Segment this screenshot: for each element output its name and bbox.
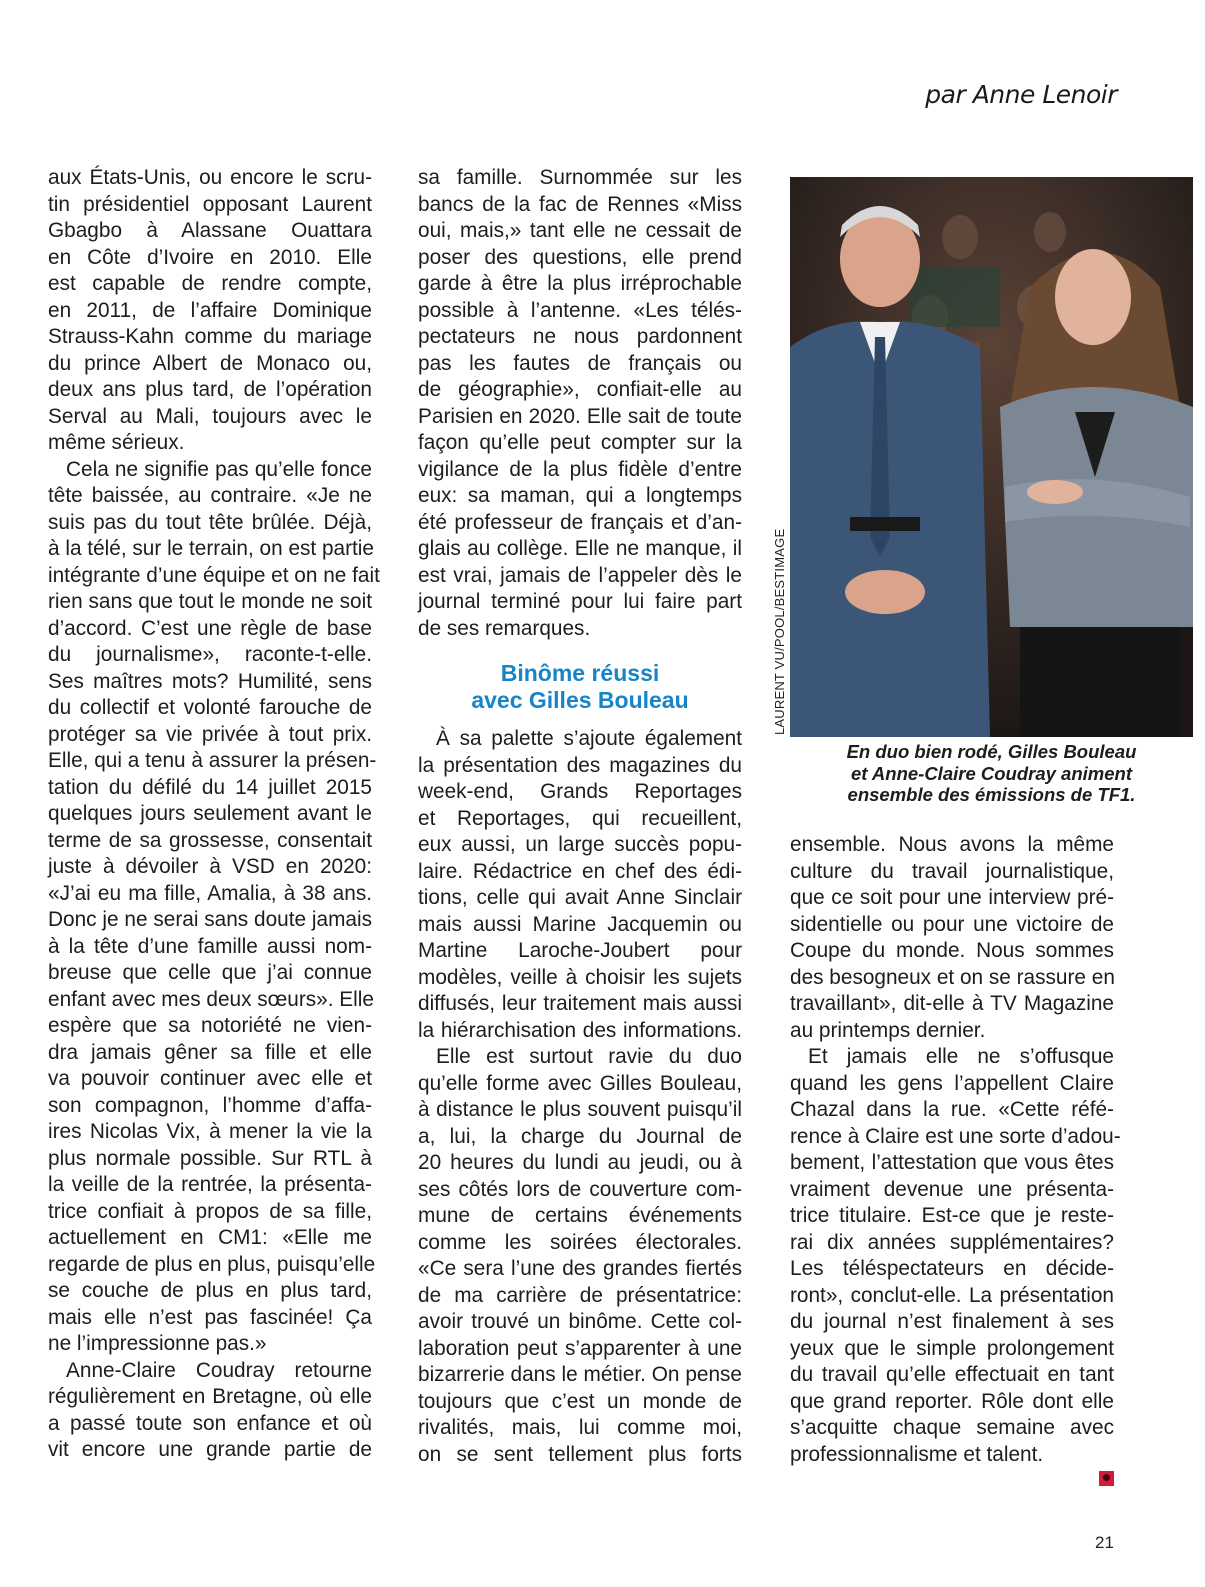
text-line: rien sans que tout le monde ne soit bbox=[48, 590, 372, 613]
text-line: mais aussi Marine Jacquemin ou bbox=[418, 912, 742, 936]
text-line: laboration peut s’apparenter à une bbox=[418, 1336, 742, 1360]
text-line: va pouvoir continuer avec elle et bbox=[48, 1067, 372, 1090]
text-line: regarde de plus en plus, puisqu’elle bbox=[48, 1252, 376, 1276]
text-line: Anne-Claire Coudray retourne bbox=[66, 1358, 372, 1382]
byline: par Anne Lenoir bbox=[925, 80, 1117, 109]
text-line: Martine Laroche-Joubert pour bbox=[418, 939, 742, 962]
text-line: Elle est surtout ravie du duo bbox=[436, 1045, 742, 1068]
text-line: se couche de plus en plus tard, bbox=[48, 1279, 372, 1302]
text-line: espère que sa notoriété ne vien- bbox=[48, 1014, 372, 1037]
section-heading-line: Binôme réussi bbox=[500, 660, 660, 686]
text-line: la veille de la rentrée, la présenta- bbox=[48, 1173, 372, 1196]
text-line: actuellement en CM1: «Elle me bbox=[48, 1226, 372, 1249]
text-line: bancs de la fac de Rennes «Miss bbox=[418, 192, 742, 216]
text-line: laire. Rédactrice en chef des édi- bbox=[418, 859, 742, 883]
text-line: poser des questions, elle prend bbox=[418, 245, 742, 269]
caption-line: En duo bien rodé, Gilles Bouleau bbox=[846, 741, 1137, 762]
text-line: tation du défilé du 14 juillet 2015 bbox=[48, 775, 372, 799]
text-line: avoir trouvé un binôme. Cette col- bbox=[418, 1310, 742, 1333]
photo-credit: LAURENT VU/POOL/BESTIMAGE bbox=[772, 528, 787, 735]
text-line: week-end, Grands Reportages bbox=[418, 780, 742, 803]
text-line: on se sent tellement plus forts bbox=[418, 1442, 742, 1466]
text-line: ensemble. Nous avons la même bbox=[790, 833, 1114, 856]
text-line: de ses remarques. bbox=[418, 616, 591, 640]
end-of-article-icon bbox=[1099, 1471, 1114, 1486]
text-line: du collectif et volonté farouche de bbox=[48, 696, 372, 719]
text-line: 20 heures du lundi au jeudi, ou à bbox=[418, 1151, 742, 1174]
article-column-2-continued bbox=[418, 726, 742, 1468]
text-line: quelques jours seulement avant le bbox=[48, 802, 372, 825]
text-line: à la tête d’une famille aussi nom- bbox=[48, 934, 372, 958]
text-line: du travail qu’elle effectuait en tant bbox=[790, 1363, 1114, 1386]
text-line: rivalités, mais, lui comme moi, bbox=[418, 1416, 742, 1439]
text-line: Serval au Mali, toujours avec le bbox=[48, 404, 372, 428]
text-line: Cela ne signifie pas qu’elle fonce bbox=[66, 457, 372, 481]
text-line: Les téléspectateurs en décide- bbox=[790, 1257, 1114, 1280]
text-line: d’accord. C’est une règle de base bbox=[48, 616, 372, 640]
text-line: est vrai, jamais de l’appeler dès le bbox=[418, 563, 742, 587]
page-number: 21 bbox=[1095, 1533, 1114, 1552]
text-line: Strauss-Kahn comme du mariage bbox=[48, 325, 372, 348]
text-line: rence à Claire est une sorte d’adou- bbox=[790, 1124, 1121, 1148]
text-line: ne l’impressionne pas.» bbox=[48, 1332, 267, 1355]
text-line: possible à l’antenne. «Les télés- bbox=[418, 298, 742, 322]
text-line: breuse que celle que j’ai connue bbox=[48, 961, 372, 984]
text-line: Donc je ne serai sans doute jamais bbox=[48, 908, 372, 931]
text-line: Ses maîtres mots? Humilité, sens bbox=[48, 669, 372, 693]
text-line: juste à dévoiler à VSD en 2020: bbox=[48, 855, 372, 878]
text-line: pectateurs ne nous pardonnent bbox=[418, 325, 742, 348]
text-line: garde à être la plus irréprochable bbox=[418, 272, 742, 295]
text-line: eux aussi, un large succès popu- bbox=[418, 833, 742, 856]
text-line: tions, celle qui avait Anne Sinclair bbox=[418, 886, 742, 909]
text-line: Et jamais elle ne s’offusque bbox=[808, 1045, 1114, 1068]
text-line: du journal n’est finalement à ses bbox=[790, 1310, 1114, 1333]
text-line: sa famille. Surnommée sur les bbox=[418, 166, 742, 189]
text-line: que grand reporter. Rôle dont elle bbox=[790, 1389, 1114, 1413]
text-line: journal terminé pour lui faire part bbox=[418, 590, 742, 613]
photo-presenters bbox=[790, 177, 1193, 737]
text-line: à la télé, sur le terrain, on est partie bbox=[48, 537, 374, 560]
text-line: du prince Albert de Monaco ou, bbox=[48, 351, 372, 375]
text-line: des besogneux et on se rassure en bbox=[790, 965, 1115, 989]
photo-illustration bbox=[790, 177, 1193, 737]
text-line: diffusés, leur traitement mais aussi bbox=[418, 992, 742, 1015]
text-line: et Reportages, qui recueillent, bbox=[418, 806, 742, 830]
text-line: tête baissée, au contraire. «Je ne bbox=[48, 484, 372, 507]
caption-line: et Anne-Claire Coudray animent bbox=[851, 762, 1132, 784]
article-column-1 bbox=[48, 165, 380, 1464]
text-line: enfant avec mes deux sœurs». Elle bbox=[48, 987, 374, 1011]
text-line: intégrante d’une équipe et on ne fait bbox=[48, 563, 380, 587]
text-line: régulièrement en Bretagne, où elle bbox=[48, 1385, 372, 1408]
text-line: au printemps dernier. bbox=[790, 1018, 986, 1042]
text-line: bizarrerie dans le métier. On pense bbox=[418, 1363, 742, 1386]
section-heading-line: avec Gilles Bouleau bbox=[471, 687, 689, 713]
text-line: la présentation des magazines du bbox=[418, 753, 742, 777]
text-line: trice titulaire. Est-ce que je reste- bbox=[790, 1204, 1114, 1227]
text-line: glais au collège. Elle ne manque, il bbox=[418, 537, 742, 560]
text-line: bement, l’attestation que vous êtes bbox=[790, 1151, 1114, 1174]
text-line: tin présidentiel opposant Laurent bbox=[48, 192, 372, 216]
text-line: À sa palette s’ajoute également bbox=[436, 727, 742, 750]
text-line: s’acquitte chaque semaine avec bbox=[790, 1416, 1114, 1439]
text-line: a, lui, la charge du Journal de bbox=[418, 1124, 742, 1148]
section-heading bbox=[418, 660, 742, 714]
text-line: à distance le plus souvent puisqu’il bbox=[418, 1098, 742, 1121]
text-line: «J’ai eu ma fille, Amalia, à 38 ans. bbox=[48, 881, 372, 905]
text-line: de géographie», confiait-elle au bbox=[418, 378, 742, 401]
text-line: comme les soirées électorales. bbox=[418, 1230, 742, 1254]
text-line: modèles, veille à choisir les sujets bbox=[418, 965, 742, 989]
text-line: que ce soit pour une interview pré- bbox=[790, 886, 1114, 909]
text-line: professionnalisme et talent. bbox=[790, 1442, 1044, 1466]
text-line: ires Nicolas Vix, à mener la vie la bbox=[48, 1120, 372, 1143]
text-line: même sérieux. bbox=[48, 431, 185, 454]
article-column-2 bbox=[418, 165, 742, 642]
text-line: terme de sa grossesse, consentait bbox=[48, 828, 372, 852]
text-line: oui, mais,» tant elle ne cessait de bbox=[418, 219, 742, 242]
text-line: ses côtés lors de couverture com- bbox=[418, 1177, 742, 1201]
text-line: Coupe du monde. Nous sommes bbox=[790, 939, 1114, 962]
text-line: Gbagbo à Alassane Ouattara bbox=[48, 219, 372, 242]
text-line: mais elle n’est pas fascinée! Ça bbox=[48, 1305, 372, 1329]
text-line: «Ce sera l’une des grandes fiertés bbox=[418, 1257, 742, 1280]
text-line: ront», conclut-elle. La présentation bbox=[790, 1283, 1114, 1307]
text-line: Elle, qui a tenu à assurer la présen- bbox=[48, 749, 377, 772]
text-line: pas les fautes de français ou bbox=[418, 351, 742, 375]
text-line: toujours que c’est un monde de bbox=[418, 1389, 742, 1413]
text-line: en 2011, de l’affaire Dominique bbox=[48, 298, 372, 322]
text-line: la hiérarchisation des informations. bbox=[418, 1018, 742, 1042]
text-line: qu’elle forme avec Gilles Bouleau, bbox=[418, 1071, 742, 1095]
text-line: aux États-Unis, ou encore le scru- bbox=[48, 166, 372, 189]
text-line: rai dix années supplémentaires? bbox=[790, 1230, 1114, 1254]
text-line: suis pas du tout tête brûlée. Déjà, bbox=[48, 510, 372, 534]
text-line: vigilance de la plus fidèle d’entre bbox=[418, 457, 742, 481]
text-line: trice confiait à propos de sa fille, bbox=[48, 1199, 372, 1223]
text-line: Parisien en 2020. Elle sait de toute bbox=[418, 404, 742, 428]
text-line: été professeur de français et d’an- bbox=[418, 510, 742, 534]
text-line: plus normale possible. Sur RTL à bbox=[48, 1146, 372, 1170]
text-line: son compagnon, l’homme d’affa- bbox=[48, 1093, 372, 1117]
text-line: quand les gens l’appellent Claire bbox=[790, 1071, 1114, 1095]
text-line: en Côte d’Ivoire en 2010. Elle bbox=[48, 245, 372, 269]
text-line: mune de certains événements bbox=[418, 1204, 742, 1227]
text-line: est capable de rendre compte, bbox=[48, 272, 372, 295]
caption-line: ensemble des émissions de TF1. bbox=[847, 784, 1136, 805]
text-line: culture du travail journalistique, bbox=[790, 859, 1114, 883]
text-line: deux ans plus tard, de l’opération bbox=[48, 378, 372, 401]
text-line: travaillant», dit-elle à TV Magazine bbox=[790, 992, 1114, 1015]
text-line: protéger sa vie privée à tout prix. bbox=[48, 722, 372, 746]
text-line: Chazal dans la rue. «Cette réfé- bbox=[790, 1098, 1114, 1121]
photo-caption bbox=[790, 741, 1193, 806]
text-line: vit encore une grande partie de bbox=[48, 1438, 372, 1461]
text-line: yeux que le simple prolongement bbox=[790, 1336, 1114, 1360]
text-line: dra jamais gêner sa fille et elle bbox=[48, 1040, 372, 1064]
text-line: vraiment devenue une présenta- bbox=[790, 1177, 1114, 1201]
text-line: façon qu’elle peut compter sur la bbox=[418, 431, 742, 454]
article-column-3 bbox=[790, 832, 1121, 1468]
text-line: sidentielle ou pour une victoire de bbox=[790, 912, 1114, 936]
text-line: de ma carrière de présentatrice: bbox=[418, 1283, 742, 1307]
text-line: a passé toute son enfance et où bbox=[48, 1411, 372, 1435]
text-line: eux: sa maman, qui a longtemps bbox=[418, 484, 742, 507]
text-line: du journalisme», raconte-t-elle. bbox=[48, 643, 372, 666]
